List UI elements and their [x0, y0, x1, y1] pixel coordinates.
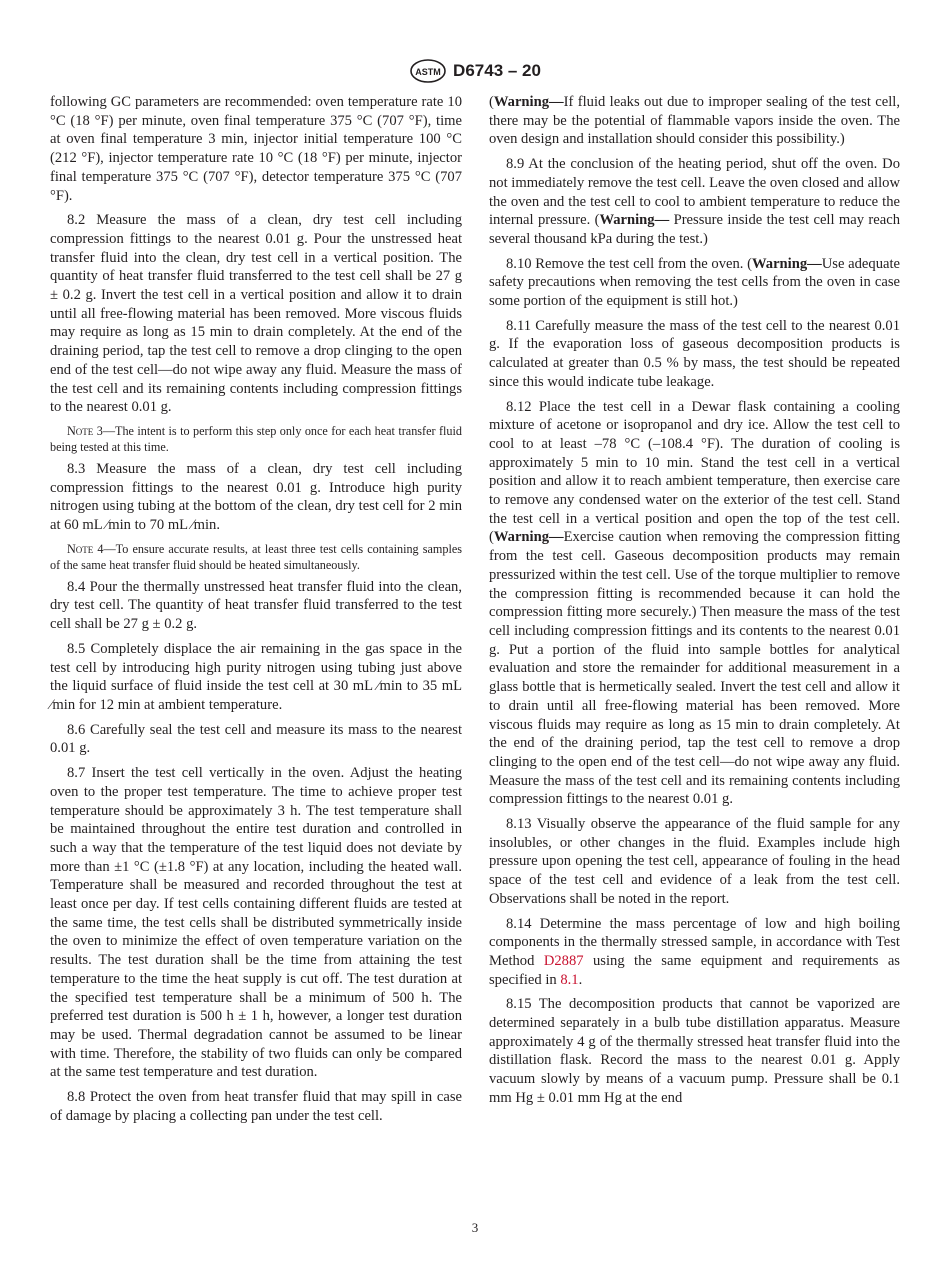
astm-logo-icon — [409, 59, 447, 83]
warning-label: Warning— — [599, 212, 670, 229]
paragraph-8-7: 8.7 Insert the test cell vertically in the oven. Adjust the heating oven to the proper test temperature. The time to achieve proper test temperature should be approximately 3 h. The test temperature shall be maintained throughout the entire test duration and controlled in such a way that the temperature of the test liquid does not deviate by more than ±1 °C (±1.8 °F) at any location, including the heated wall. Temperature shall be measured and recorded throughout the test at least once per day. If test cells containing different fluids are tested at the same time, the test cells shall be distributed symmetrically inside the oven to minimize the effect of oven temperature variation on the results. The test duration shall be the time from attaining the test temperature to the time the heat supply is cut off. The test duration at the specified test temperature shall be a minimum of 500 h. The preferred test duration is 500 h ± 1 h, however, a longer test duration may be used. Thermal degradation cannot be assumed to be linear with time. Therefore, the stability of two fluids can only be compared at the same test temperature and test duration. — [50, 765, 462, 1081]
paragraph-8-13: 8.13 Visually observe the appearance of the fluid sample for any insolubles, or other changes in the fluid. Examples include high pressure upon opening the test cell, appearance of fouling in the head space of the test cell and evidence of a leak from the test cell. Observations shall be noted in the report. — [489, 816, 900, 907]
paragraph-8-10 — [489, 255, 900, 311]
note-4-text: —To ensure accurate results, at least three test cells containing samples of the same heat transfer fluid should be heated simultaneously. — [50, 541, 462, 573]
astm-logo-text: ASTM — [415, 67, 441, 77]
right-column — [489, 93, 900, 1114]
paren-open: ( — [489, 94, 494, 110]
paragraph-8-5: 8.5 Completely displace the air remaining in the gas space in the test cell by introducing high purity nitrogen using tubing just above the liquid surface of fluid inside the test cell at 30 mL ⁄min to 35 mL ⁄min for 12 min at ambient temperature. — [50, 640, 462, 713]
paragraph-8-14-end: . — [578, 971, 583, 988]
paragraph-8-12-text: 8.12 Place the test cell in a Dewar flask containing a cooling mixture of acetone or isopropanol and dry ice. Allow the test cell to cool to at least –78 °C (–108.4 °F). The duration of cooling is approximately 5 min to 10 min. Stand the test cell in a vertical position and allow it to reach ambient temperature, then exercise care to remove any condensed water on the exterior of the test cell. Stand the test cell in a vertical position and open the top of the test cell. ( — [489, 398, 900, 546]
note-3-label: Note 3 — [67, 423, 103, 438]
paragraph-8-8-warning — [489, 93, 900, 149]
paragraph-8-14 — [489, 915, 900, 990]
link-d2887[interactable]: D2887 — [543, 952, 584, 969]
paragraph-8-14-text-2: using the same equipment and requirements as specified in — [489, 952, 900, 988]
paragraph-8-9 — [489, 155, 900, 249]
document-id: D6743 – 20 — [453, 61, 541, 80]
left-column — [50, 93, 462, 1131]
paragraph-8-6: 8.6 Carefully seal the test cell and measure its mass to the nearest 0.01 g. — [50, 721, 462, 757]
warning-text: Pressure inside the test cell may reach several thousand kPa during the test.) — [489, 212, 900, 247]
warning-text: If fluid leaks out due to improper sealing of the test cell, there may be the potential of flammable vapors inside the oven. The oven design and installation should consider this possibility.) — [489, 94, 900, 148]
paragraph-8-15: 8.15 The decomposition products that cannot be vaporized are determined separately in a bulb tube distillation apparatus. Measure approximately 4 g of the thermally stressed heat transfer fluid into the distillation flask. Record the mass to the nearest 0.01 g. Apply vacuum slowly by means of a vacuum pump. Pressure shall be 0.1 mm Hg ± 0.01 mm Hg at the end — [489, 996, 900, 1106]
paragraph-8-10-text: 8.10 Remove the test cell from the oven. ( — [506, 255, 752, 272]
note-4-label: Note 4 — [67, 541, 104, 556]
warning-text: Exercise caution when removing the compression fitting from the test cell. Gaseous decomposition products may remain pressurized within the test cell. Use of the torque multiplier to remove the compression fitting is recommended because it can hold the compression fitting more securely.) Then measure the mass of the test cell including compression fittings and its contents to the nearest 0.01 g. Put a portion of the fluid into sample bottles for analytical evaluation and store the remainder for additional measurement in a glass bottle that is hermetically sealed. Invert the test cell and allow it to drain until all free-flowing material has been removed. More viscous fluids may require as long as 15 min to drain completely. At the end of the draining period, tap the test cell to remove a drop clinging to the open end of the test cell—do not wipe away any fluid. Measure the mass of the test cell and its remaining contents including compression fittings to the nearest 0.01 g. — [489, 529, 900, 808]
warning-label: Warning— — [493, 529, 564, 546]
note-3-text: —The intent is to perform this step only once for each heat transfer fluid being tested at this time. — [50, 423, 463, 455]
warning-text: Use adequate safety precautions when removing the test cells from the oven in case some portion of the equipment is still hot.) — [489, 255, 900, 310]
page-number: 3 — [471, 1220, 479, 1235]
paragraph-8-14-text: 8.14 Determine the mass percentage of low and high boiling components in the thermally stressed sample, in accordance with Test Method — [489, 915, 900, 969]
paragraph-8-4: 8.4 Pour the thermally unstressed heat transfer fluid into the clean, dry test cell. The quantity of heat transfer fluid transferred to the test cell shall be 27 g ± 0.2 g. — [50, 578, 462, 633]
paragraph-8-8: 8.8 Protect the oven from heat transfer fluid that may spill in case of damage by placing a collecting pan under the test cell. — [50, 1089, 462, 1124]
paragraph-8-3: 8.3 Measure the mass of a clean, dry test cell including compression fittings to the nearest 0.01 g. Introduce high purity nitrogen using tubing at the bottom of the clean, dry test cell for 2 min at 60 mL ⁄min to 70 mL ⁄min. — [50, 460, 462, 534]
note-3 — [50, 423, 462, 456]
link-section-8-1[interactable]: 8.1 — [560, 971, 579, 988]
paragraph-8-1-continued: following GC parameters are recommended: oven temperature rate 10 °C (18 °F) per minute, oven final temperature 375 °C (707 °F), time at oven final temperature 3 min, injector initial temperature 100 °C (212 °F), injector temperature rate 10 °C (18 °F) per minute, injector final temperature 375 °C (707 °F), detector temperature 375 °C (707 °F). — [50, 94, 462, 204]
warning-label: Warning— — [752, 255, 822, 272]
paragraph-8-2: 8.2 Measure the mass of a clean, dry test cell including compression fittings to the nearest 0.01 g. Pour the unstressed heat transfer fluid into the clean, dry test cell in a vertical position. The quantity of heat transfer fluid transferred to the test cell shall be 27 g ± 0.2 g. Invert the test cell in a vertical position and allow it to drain until all free-flowing material has been removed. More viscous fluids may require as long as 15 min to drain completely. At the end of the draining period, tap the test cell to remove a drop clinging to the open end of the test cell—do not wipe away any fluid. Measure the mass of the test cell and its remaining contents including compression fittings to the nearest 0.01 g. — [50, 212, 462, 416]
paragraph-8-12 — [489, 398, 900, 809]
note-4 — [50, 541, 462, 574]
paragraph-8-9-text: 8.9 At the conclusion of the heating period, shut off the oven. Do not immediately remove the test cell. Leave the oven closed and allow the oven and the test cell to cool to ambient temperature to reduce the internal pressure. ( — [489, 156, 900, 229]
page-header — [0, 58, 950, 84]
paragraph-8-11: 8.11 Carefully measure the mass of the test cell to the nearest 0.01 g. If the evaporation loss of gaseous decomposition products is calculated at greater than 0.5 % by mass, the test should be repeated since this would indicate tube leakage. — [489, 317, 900, 390]
warning-label: Warning— — [493, 94, 564, 110]
